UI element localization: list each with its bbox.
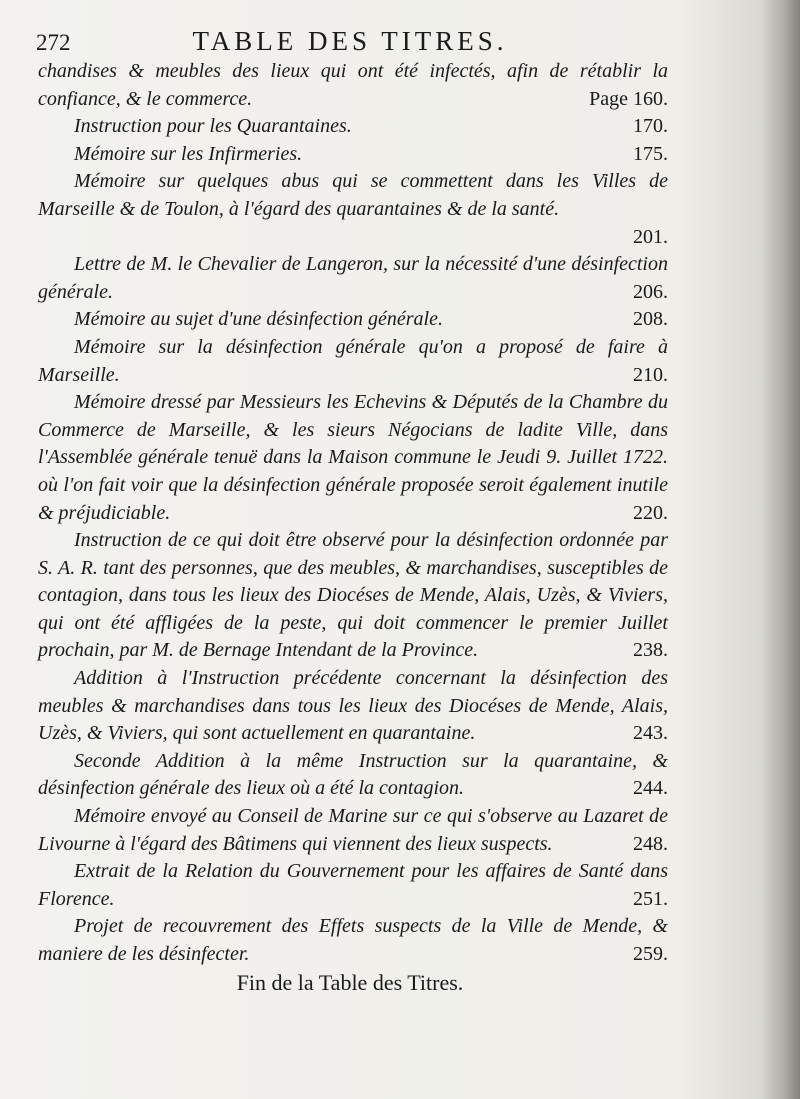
toc-entry-text: Mémoire dressé par Messieurs les Echevins & Députés de la Chambre du Commerce de Marseille, & les sieurs Négocians de ladite Ville, dans l'Assemblée générale tenuë dans la Maison commune le Jeudi 9. Juillet 1722. où l'on fait voir que la désinfection générale proposée seroit également inutile & préjudiciable. <box>38 391 668 524</box>
toc-entry-text: Instruction pour les Quarantaines. <box>74 115 352 138</box>
toc-entry <box>38 58 668 113</box>
toc-entry-text: Mémoire sur quelques abus qui se commettent dans les Villes de Marseille & de Toulon, à l'égard des quarantaines & de la santé. <box>38 170 668 220</box>
toc-entry-text: Lettre de M. le Chevalier de Langeron, sur la nécessité d'une désinfection générale. <box>38 253 668 303</box>
toc-entry <box>38 665 668 748</box>
toc-entry-page: 220. <box>633 501 668 524</box>
toc-entry <box>38 913 668 968</box>
table-of-titles <box>38 58 668 969</box>
toc-entry <box>38 141 668 169</box>
toc-entry <box>38 334 668 389</box>
toc-entry <box>38 527 668 665</box>
toc-entry-page: 259. <box>633 943 668 965</box>
page-gutter-shadow <box>762 0 800 1099</box>
toc-entry <box>38 306 668 334</box>
toc-entry-text: Mémoire envoyé au Conseil de Marine sur ce qui s'observe au Lazaret de Livourne à l'égard des Bâtimens qui viennent des lieux suspects. <box>38 805 668 855</box>
toc-entry-page: 208. <box>633 308 668 331</box>
running-header <box>0 26 800 56</box>
end-of-table: Fin de la Table des Titres. <box>236 970 464 995</box>
toc-entry-text: Instruction de ce qui doit être observé pour la désinfection ordonnée par S. A. R. tant des personnes, que des meubles, & marchandises, susceptibles de contagion, dans tous les lieux des Diocéses de Mende, Alais, Uzès, & Viviers, qui ont été affligées de la peste, qui doit commencer le premier Juillet prochain, par M. de Bernage Intendant de la Province. <box>38 529 668 662</box>
toc-entry <box>38 748 668 803</box>
toc-entry-page: 244. <box>633 777 668 800</box>
toc-entry-text: Addition à l'Instruction précédente concernant la désinfection des meubles & marchandises dans tous les lieux des Diocéses de Mende, Alais, Uzès, & Viviers, qui sont actuellement en quarantaine. <box>38 667 668 745</box>
toc-entry <box>38 858 668 913</box>
toc-entry-text: Projet de recouvrement des Effets suspects de la Ville de Mende, & maniere de les désinfecter. <box>38 915 668 965</box>
toc-entry <box>38 389 668 527</box>
toc-entry-text: Mémoire au sujet d'une désinfection générale. <box>74 308 443 331</box>
toc-entry <box>38 113 668 141</box>
toc-entry-page: 243. <box>633 722 668 745</box>
toc-entry-page: 201. <box>633 225 668 248</box>
page-title: TABLE DES TITRES. <box>192 26 508 56</box>
toc-entry <box>38 168 668 223</box>
toc-entry <box>38 803 668 858</box>
toc-entry-text: Extrait de la Relation du Gouvernement pour les affaires de Santé dans Florence. <box>38 860 668 910</box>
toc-entry-text: Mémoire sur la désinfection générale qu'on a proposé de faire à Marseille. <box>38 335 668 386</box>
toc-entry-text: chandises & meubles des lieux qui ont été infectés, afin de rétablir la confiance, & le commerce. <box>38 60 668 110</box>
page-number: 272 <box>36 30 71 55</box>
toc-entry-page: 210. <box>633 363 668 386</box>
toc-entry-text: Seconde Addition à la même Instruction sur la quarantaine, & désinfection générale des lieux où a été la contagion. <box>38 749 668 800</box>
toc-entry-page: 251. <box>633 887 668 910</box>
toc-entry-page: 175. <box>633 142 668 165</box>
toc-entry-text: Mémoire sur les Infirmeries. <box>74 142 303 165</box>
toc-entry-page: 238. <box>633 639 668 662</box>
toc-entry-page: 206. <box>633 280 668 303</box>
toc-entry <box>38 251 668 306</box>
toc-entry-page: Page 160. <box>589 87 668 110</box>
toc-entry-page: 170. <box>633 115 668 138</box>
toc-entry-page: 248. <box>633 832 668 855</box>
